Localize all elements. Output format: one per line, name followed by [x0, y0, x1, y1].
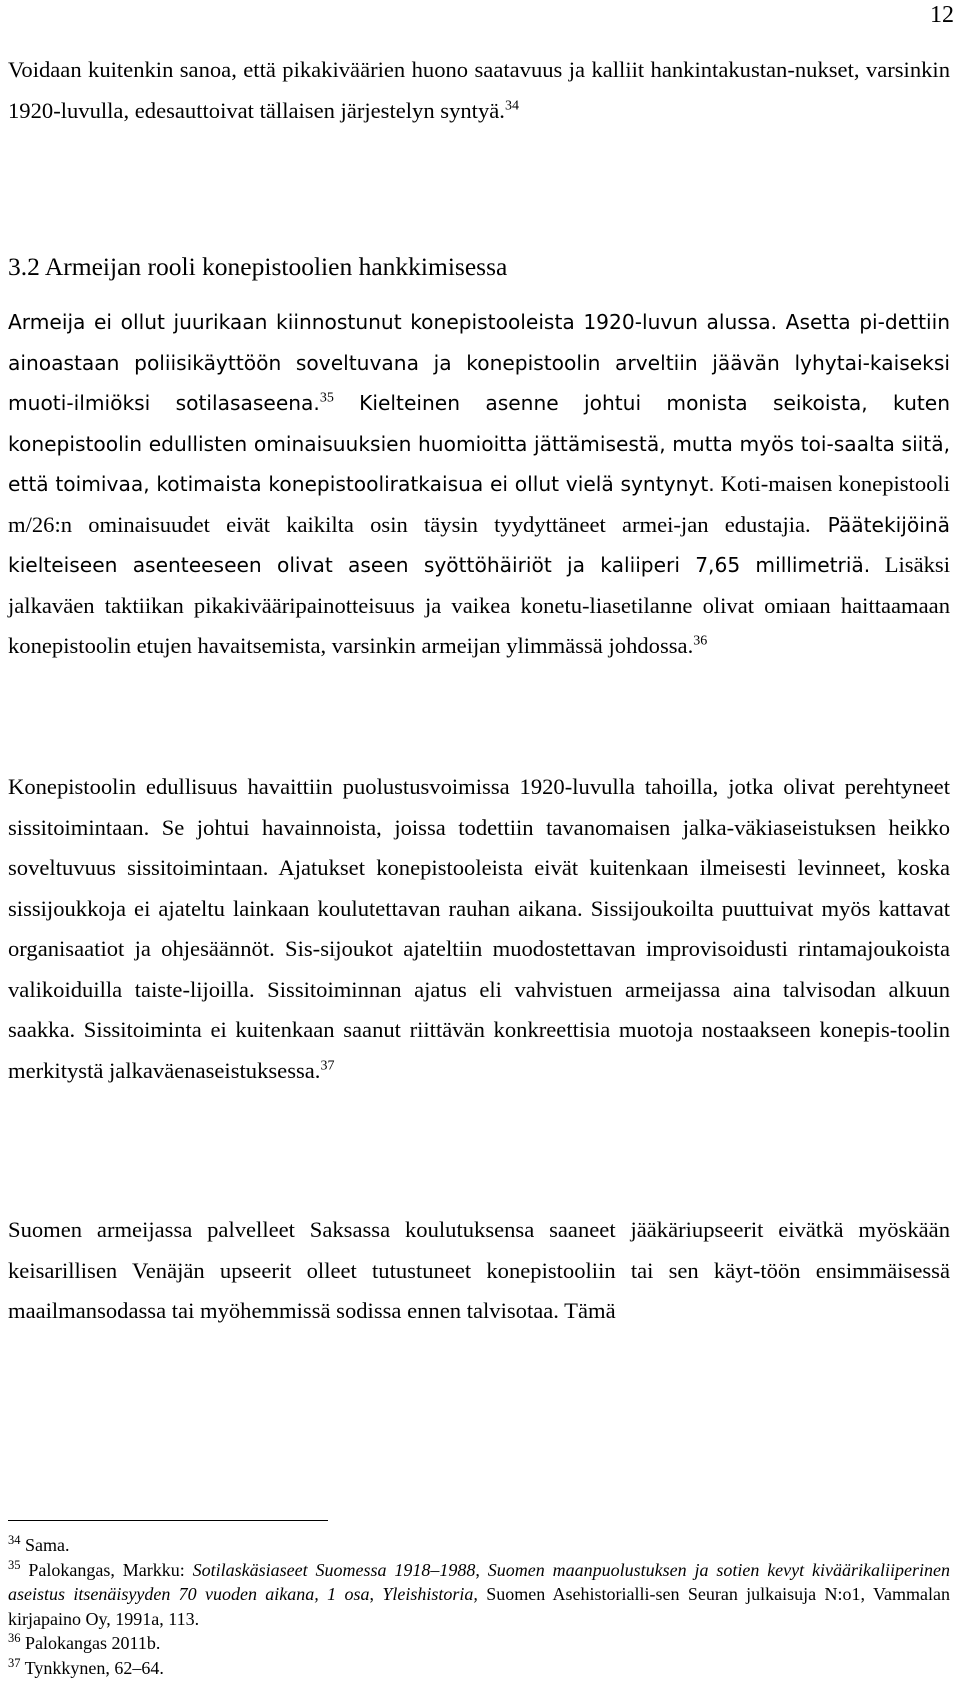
book-volume: Yleishistoria,	[382, 1584, 478, 1605]
footnotes	[8, 1533, 950, 1681]
footnote-text: Suomen Asehistorialli-sen Seuran julkaisuja N:o1, Vammalan kirjapaino Oy, 1991a, 113.	[8, 1584, 950, 1629]
footnote-ref-34: 34	[504, 97, 519, 113]
footnote-text: Tynkkynen, 62–64.	[20, 1657, 164, 1678]
footnote-35	[8, 1558, 950, 1632]
footnote-37	[8, 1656, 950, 1681]
paragraph-army-attitude-text-2: Kielteinen asenne johtui monista seikoista, kuten konepistoolin edullisten ominaisuuksien huomioitta jättämisestä, mutta myös toi-saalta siitä, että toimivaa, kotimaista konepistooliratkaisua ei ollut vielä syntynyt.	[8, 391, 950, 496]
footnote-ref-36: 36	[693, 633, 708, 649]
paragraph-army-attitude	[8, 302, 950, 667]
paragraph-guerrilla	[8, 767, 950, 1091]
paragraph-army-attitude-text-3: Koti-maisen konepistooli m/26:n ominaisuudet eivät kaikilta osin täysin tyydyttäneet armei-jan edustajia.	[8, 471, 950, 537]
footnote-number: 35	[8, 1557, 21, 1572]
page-number: 12	[930, 2, 954, 28]
footnote-34	[8, 1533, 950, 1558]
paragraph-officers	[8, 1210, 950, 1332]
footnote-text: Palokangas, Markku:	[20, 1559, 193, 1580]
paragraph-officers-text: Suomen armeijassa palvelleet Saksassa koulutuksensa saaneet jääkäriupseerit eivätkä myöskään keisarillisen Venäjän upseerit olleet tutustuneet konepistooliin tai sen käyt-töön ensimmäisessä maailmansodassa tai myöhemmissä sodissa ennen talvisotaa. Tämä	[8, 1217, 950, 1323]
footnote-36	[8, 1631, 950, 1656]
book-subtitle: Suomen maanpuolustuksen ja sotien kevyt kiväärikaliiperinen aseistus itsenäisyyden 70 vuoden aikana, 1 osa	[8, 1559, 950, 1605]
paragraph-intro	[8, 50, 950, 131]
paragraph-army-attitude-text-4: Päätekijöinä kielteiseen asenteeseen olivat aseen syöttöhäiriöt ja kaliiperi 7,65 millimetriä.	[8, 512, 950, 577]
footnote-number: 37	[8, 1655, 21, 1670]
footnote-separator	[8, 1520, 328, 1521]
section-heading: 3.2 Armeijan rooli konepistoolien hankkimisessa	[8, 252, 508, 281]
footnote-ref-37: 37	[320, 1057, 335, 1073]
paragraph-army-attitude-text-1: Armeija ei ollut juurikaan kiinnostunut konepistooleista 1920-luvun alussa. Asetta pi-dettiin ainoastaan poliisikäyttöön soveltuvana ja konepistoolin arveltiin jäävän lyhytai-kaiseksi muoti-ilmiöksi sotilasaseena.	[8, 310, 950, 415]
paragraph-army-attitude-text-5: Lisäksi jalkaväen taktiikan pikakivääripainotteisuus ja vaikea konetu-liasetilanne olivat omiaan haittaamaan konepistoolin etujen havaitsemista, varsinkin armeijan ylimmässä johdossa.	[8, 552, 950, 658]
paragraph-intro-text: Voidaan kuitenkin sanoa, että pikakiväärien huono saatavuus ja kalliit hankintakustan-nukset, varsinkin 1920-luvulla, edesauttoivat tällaisen järjestelyn syntyä.	[8, 57, 950, 123]
footnote-number: 34	[8, 1533, 21, 1547]
footnote-text: ,	[475, 1559, 488, 1580]
footnote-text: Palokangas 2011b.	[20, 1633, 161, 1654]
book-title: Sotilaskäsiaseet Suomessa 1918–1988	[192, 1559, 476, 1580]
footnote-number: 36	[8, 1631, 21, 1646]
paragraph-guerrilla-text: Konepistoolin edullisuus havaittiin puolustusvoimissa 1920-luvulla tahoilla, jotka olivat perehtyneet sissitoimintaan. Se johtui havainnoista, joissa todettiin tavanomaisen jalka-väkiaseistuksen heikko soveltuvuus sissitoimintaan. Ajatukset konepistooleista eivät kuitenkaan ilmeisesti levinneet, koska sissijoukkoja ei ajateltu lainkaan koulutettavan rauhan aikana. Sissijoukoilta puuttuivat myös kattavat organisaatiot ja ohjesäännöt. Sis-sijoukot ajateltiin muodostettavan improvisoidusti rintamajoukoista valikoiduilla taiste-lijoilla. Sissitoiminnan ajatus eli vahvistuen armeijassa aina talvisodan alkuun saakka. Sissitoiminta ei kuitenkaan saanut riittävän konkreettisia muotoja nostaakseen konepis-toolin merkitystä jalkaväenaseistuksessa.	[8, 774, 950, 1083]
footnote-text: ,	[369, 1584, 383, 1605]
footnote-text: Sama.	[20, 1535, 70, 1555]
footnote-ref-35: 35	[319, 390, 334, 406]
